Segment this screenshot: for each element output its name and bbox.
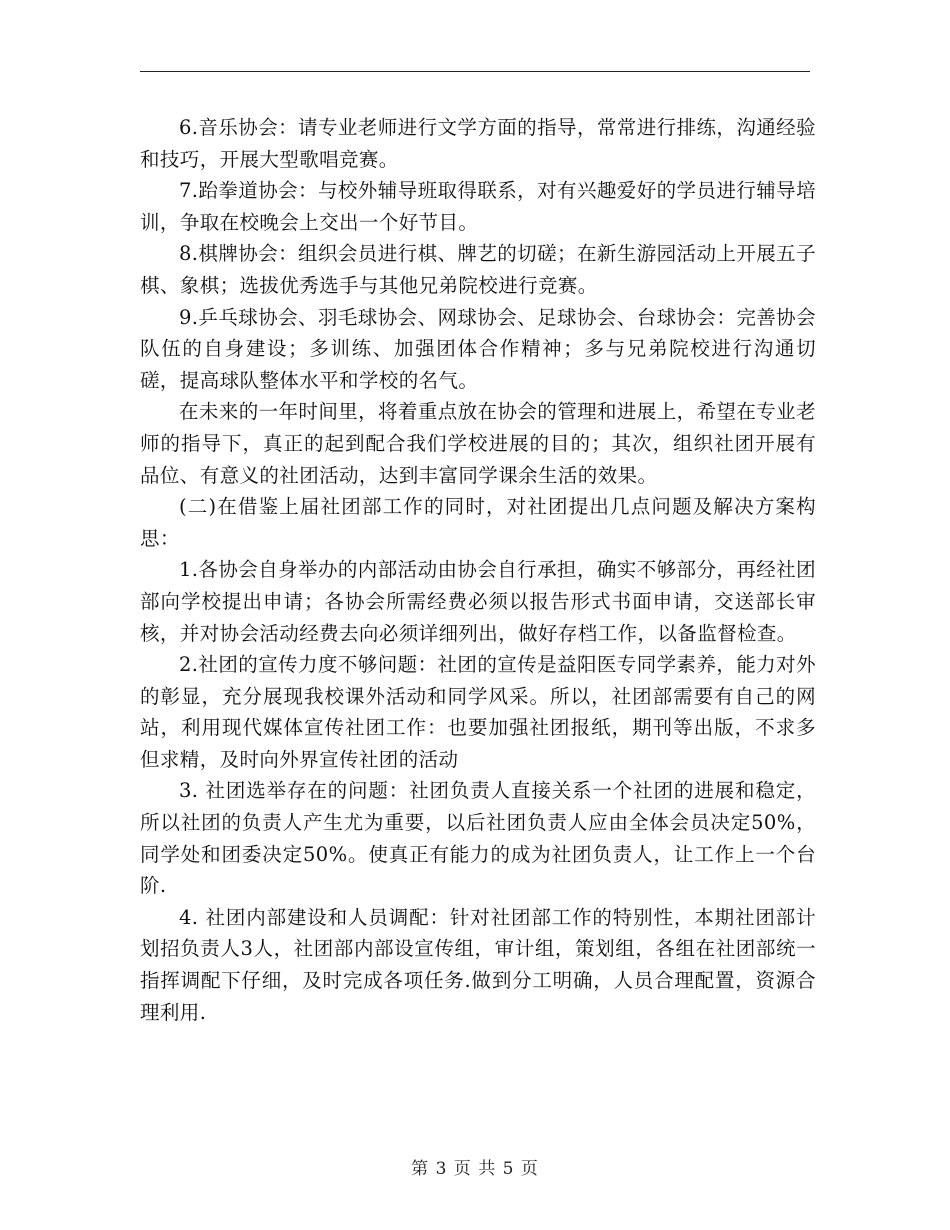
paragraph-music-association: 6.音乐协会：请专业老师进行文学方面的指导，常常进行排练，沟通经验和技巧，开展大型歌唱竞赛。 (140, 116, 816, 171)
document-body (140, 112, 816, 1028)
paragraph-chess-association: 8.棋牌协会：组织会员进行棋、牌艺的切磋；在新生游园活动上开展五子棋、象棋；选拔优秀选手与其他兄弟院校进行竞赛。 (140, 242, 816, 297)
header-rule (140, 71, 810, 72)
paragraph-election: 3. 社团选举存在的问题：社团负责人直接关系一个社团的进展和稳定，所以社团的负责人产生尤为重要，以后社团负责人应由全体会员决定50%，同学处和团委决定50%。使真正有能力的成为社团负责人，让工作上一个台阶. (140, 779, 816, 898)
page-number-footer: 第 3 页 共 5 页 (411, 1159, 539, 1179)
paragraph-future-plan: 在未来的一年时间里，将着重点放在协会的管理和进展上，希望在专业老师的指导下，真正的起到配合我们学校进展的目的；其次，组织社团开展有品位、有意义的社团活动，达到丰富同学课余生活的效果。 (140, 400, 816, 487)
paragraph-publicity: 2.社团的宣传力度不够问题：社团的宣传是益阳医专同学素养，能力对外的彰显，充分展现我校课外活动和同学风采。所以，社团部需要有自己的网站，利用现代媒体宣传社团工作：也要加强社团报纸，期刊等出版，不求多但求精，及时向外界宣传社团的活动 (140, 653, 816, 771)
paragraph-funding: 1.各协会自身举办的内部活动由协会自行承担，确实不够部分，再经社团部向学校提出申请；各协会所需经费必须以报告形式书面申请，交送部长审核，并对协会活动经费去向必须详细列出，做好存档工作，以备监督检查。 (140, 558, 816, 645)
paragraph-ball-associations: 9.乒乓球协会、羽毛球协会、网球协会、足球协会、台球协会：完善协会队伍的自身建设；多训练、加强团体合作精神；多与兄弟院校进行沟通切磋，提高球队整体水平和学校的名气。 (140, 305, 816, 392)
paragraph-section-two-heading: (二)在借鉴上届社团部工作的同时，对社团提出几点问题及解决方案构思： (140, 495, 816, 550)
paragraph-internal-building: 4. 社团内部建设和人员调配：针对社团部工作的特别性，本期社团部计划招负责人3人，社团部内部设宣传组，审计组，策划组，各组在社团部统一指挥调配下仔细，及时完成各项任务.做到分工明确，人员合理配置，资源合理利用. (140, 905, 816, 1024)
paragraph-taekwondo-association: 7.跆拳道协会：与校外辅导班取得联系，对有兴趣爱好的学员进行辅导培训，争取在校晚会上交出一个好节目。 (140, 179, 816, 234)
